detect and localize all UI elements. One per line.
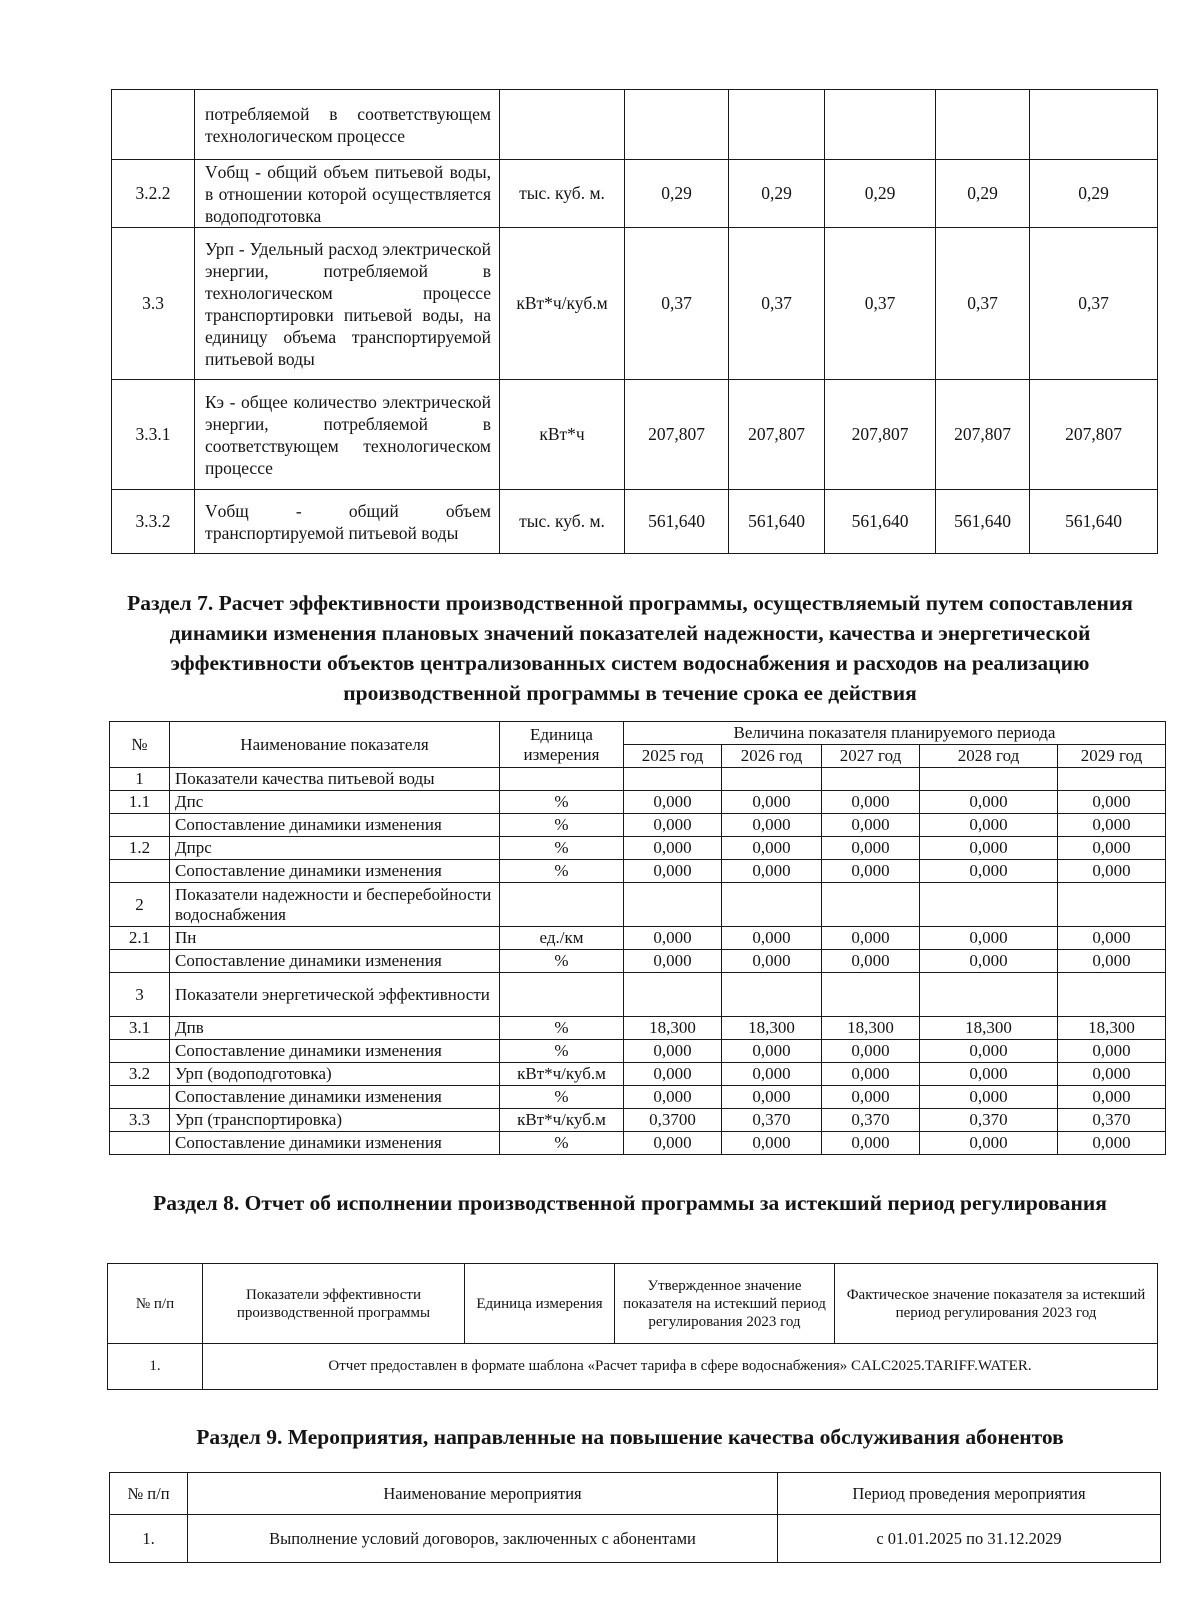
efficiency-table <box>109 721 1166 1155</box>
value-cell <box>920 768 1058 791</box>
section-9-title: Раздел 9. Мероприятия, направленные на повышение качества обслуживания абонентов <box>196 1425 1064 1449</box>
value-cell <box>624 768 722 791</box>
value-cell: 0,370 <box>822 1109 920 1132</box>
value-cell: 0,000 <box>1058 950 1166 973</box>
value-cell: 0,000 <box>920 837 1058 860</box>
measure-period: с 01.01.2025 по 31.12.2029 <box>778 1515 1161 1563</box>
value-cell: 0,000 <box>822 927 920 950</box>
value-cell: 561,640 <box>1030 490 1158 554</box>
value-cell: 0,000 <box>920 1063 1058 1086</box>
value-cell <box>1058 768 1166 791</box>
value-cell: 0,000 <box>722 1063 822 1086</box>
indicator-name: Сопоставление динамики изменения <box>170 814 500 837</box>
table-row <box>110 1109 1166 1132</box>
value-cell <box>822 768 920 791</box>
value-cell: 0,000 <box>1058 1132 1166 1155</box>
row-number: 3.1 <box>110 1017 170 1040</box>
header-period: Период проведения мероприятия <box>778 1473 1161 1515</box>
value-cell: 0,29 <box>936 160 1030 228</box>
value-cell: 0,000 <box>722 837 822 860</box>
header-actual: Фактическое значение показателя за истекший период регулирования 2023 год <box>835 1264 1158 1344</box>
service-measures-table <box>109 1472 1161 1563</box>
indicator-name: потребляемой в соответствующем технологическом процессе <box>195 90 500 160</box>
table-row <box>110 1017 1166 1040</box>
unit-cell: % <box>500 791 624 814</box>
value-cell: 0,000 <box>822 860 920 883</box>
value-cell: 0,000 <box>822 1063 920 1086</box>
value-cell: 0,000 <box>822 791 920 814</box>
value-cell: 0,37 <box>625 228 729 380</box>
header-num: № <box>110 722 170 768</box>
indicator-name: Vобщ - общий объем транспортируемой питьевой воды <box>195 490 500 554</box>
value-cell: 0,000 <box>920 791 1058 814</box>
value-cell: 0,000 <box>722 814 822 837</box>
value-cell <box>722 768 822 791</box>
value-cell: 0,000 <box>624 837 722 860</box>
value-cell: 0,000 <box>1058 1040 1166 1063</box>
unit-cell: ед./км <box>500 927 624 950</box>
value-cell: 0,29 <box>1030 160 1158 228</box>
value-cell: 18,300 <box>624 1017 722 1040</box>
value-cell <box>825 90 936 160</box>
unit-cell: % <box>500 860 624 883</box>
value-cell <box>1058 973 1166 1017</box>
value-cell: 0,000 <box>920 1040 1058 1063</box>
value-cell: 0,000 <box>1058 791 1166 814</box>
unit-cell: % <box>500 814 624 837</box>
unit-cell <box>500 90 625 160</box>
value-cell: 0,000 <box>624 1086 722 1109</box>
indicator-name: Сопоставление динамики изменения <box>170 860 500 883</box>
value-cell: 0,000 <box>920 860 1058 883</box>
table-row <box>112 160 1158 228</box>
value-cell: 18,300 <box>920 1017 1058 1040</box>
row-number: 2 <box>110 883 170 927</box>
table-row <box>112 490 1158 554</box>
unit-cell: % <box>500 1040 624 1063</box>
unit-cell: % <box>500 837 624 860</box>
table-row <box>110 973 1166 1017</box>
value-cell: 0,3700 <box>624 1109 722 1132</box>
value-cell <box>624 973 722 1017</box>
value-cell <box>936 90 1030 160</box>
value-cell: 207,807 <box>729 380 825 490</box>
indicator-name: Vобщ - общий объем питьевой воды, в отношении которой осуществляется водоподготовка <box>195 160 500 228</box>
value-cell <box>625 90 729 160</box>
value-cell: 207,807 <box>936 380 1030 490</box>
value-cell: 0,000 <box>624 927 722 950</box>
value-cell: 0,000 <box>822 1040 920 1063</box>
unit-cell: кВт*ч/куб.м <box>500 1063 624 1086</box>
unit-cell: % <box>500 1086 624 1109</box>
table-row <box>110 1086 1166 1109</box>
value-cell: 207,807 <box>625 380 729 490</box>
indicator-name: Дпрс <box>170 837 500 860</box>
value-cell: 0,37 <box>936 228 1030 380</box>
section-7-title: Раздел 7. Расчет эффективности производственной программы, осуществляемый путем сопоставления динамики изменения плановых значений показателей надежности, качества и энергетической эффективности объектов централизованных систем водоснабжения и расходов на реализацию производственной программы в течение срока ее действия <box>127 591 1133 705</box>
row-num: 1. <box>110 1515 188 1563</box>
value-cell: 207,807 <box>825 380 936 490</box>
table-row <box>110 927 1166 950</box>
row-number <box>110 950 170 973</box>
unit-cell: % <box>500 950 624 973</box>
unit-cell <box>500 768 624 791</box>
value-cell: 0,000 <box>722 791 822 814</box>
header-unit: Единица измерения <box>465 1264 615 1344</box>
value-cell: 0,000 <box>1058 1086 1166 1109</box>
value-cell: 0,29 <box>825 160 936 228</box>
value-cell: 0,37 <box>825 228 936 380</box>
indicator-name: Дпв <box>170 1017 500 1040</box>
value-cell: 0,000 <box>722 860 822 883</box>
indicator-name: Дпс <box>170 791 500 814</box>
header-name: Наименование показателя <box>170 722 500 768</box>
value-cell: 0,000 <box>822 950 920 973</box>
value-cell: 207,807 <box>1030 380 1158 490</box>
row-number: 3 <box>110 973 170 1017</box>
table-row <box>110 1063 1166 1086</box>
measure-name: Выполнение условий договоров, заключенных с абонентами <box>188 1515 778 1563</box>
value-cell <box>822 973 920 1017</box>
value-cell <box>1030 90 1158 160</box>
indicator-name: Пн <box>170 927 500 950</box>
value-cell <box>920 973 1058 1017</box>
header-unit: Единица измерения <box>500 722 624 768</box>
value-cell: 0,37 <box>729 228 825 380</box>
value-cell <box>722 883 822 927</box>
indicator-name: Показатели качества питьевой воды <box>170 768 500 791</box>
value-cell: 0,000 <box>1058 814 1166 837</box>
row-number <box>110 1132 170 1155</box>
row-number <box>110 814 170 837</box>
report-note: Отчет предоставлен в формате шаблона «Расчет тарифа в сфере водоснабжения» CALC2025.TARIFF.WATER. <box>203 1344 1158 1390</box>
unit-cell <box>500 883 624 927</box>
table-row <box>110 883 1166 927</box>
indicator-name: Урп (водоподготовка) <box>170 1063 500 1086</box>
value-cell: 0,000 <box>920 1132 1058 1155</box>
header-num: № п/п <box>110 1473 188 1515</box>
value-cell: 0,000 <box>920 814 1058 837</box>
section-8-title: Раздел 8. Отчет об исполнении производственной программы за истекший период регулирования <box>153 1191 1107 1215</box>
unit-cell <box>500 973 624 1017</box>
table-row <box>110 791 1166 814</box>
header-name: Показатели эффективности производственной программы <box>203 1264 465 1344</box>
value-cell: 0,000 <box>1058 837 1166 860</box>
unit-cell: тыс. куб. м. <box>500 160 625 228</box>
indicator-name: Урп - Удельный расход электрической энергии, потребляемой в технологическом процессе транспортировки питьевой воды, на единицу объема транспортируемой питьевой воды <box>195 228 500 380</box>
value-cell: 0,000 <box>624 1040 722 1063</box>
table-row <box>112 228 1158 380</box>
value-cell: 0,000 <box>722 1132 822 1155</box>
value-cell <box>822 883 920 927</box>
report-table <box>107 1263 1158 1390</box>
value-cell: 18,300 <box>822 1017 920 1040</box>
row-number: 3.3.2 <box>112 490 195 554</box>
row-number: 2.1 <box>110 927 170 950</box>
value-cell: 0,000 <box>1058 1063 1166 1086</box>
row-num: 1. <box>108 1344 203 1390</box>
unit-cell: % <box>500 1017 624 1040</box>
indicator-name: Сопоставление динамики изменения <box>170 950 500 973</box>
table-row <box>112 380 1158 490</box>
table-row <box>110 950 1166 973</box>
indicator-name: Показатели надежности и бесперебойности водоснабжения <box>170 883 500 927</box>
table-row <box>110 768 1166 791</box>
table-row <box>110 1132 1166 1155</box>
value-cell: 561,640 <box>825 490 936 554</box>
value-cell: 0,000 <box>1058 860 1166 883</box>
indicator-name: Сопоставление динамики изменения <box>170 1132 500 1155</box>
value-cell: 0,000 <box>822 814 920 837</box>
value-cell: 0,000 <box>920 950 1058 973</box>
value-cell: 0,29 <box>625 160 729 228</box>
value-cell: 561,640 <box>625 490 729 554</box>
value-cell: 0,000 <box>722 927 822 950</box>
table-row <box>110 1040 1166 1063</box>
row-number <box>110 1040 170 1063</box>
value-cell: 0,000 <box>722 950 822 973</box>
table-row <box>112 90 1158 160</box>
unit-cell: кВт*ч <box>500 380 625 490</box>
value-cell: 0,000 <box>822 1086 920 1109</box>
header-year: 2029 год <box>1058 745 1166 768</box>
value-cell <box>729 90 825 160</box>
value-cell <box>624 883 722 927</box>
indicators-continuation-table <box>111 89 1158 554</box>
row-number <box>112 90 195 160</box>
row-number: 1.2 <box>110 837 170 860</box>
table-row <box>110 837 1166 860</box>
indicator-name: Сопоставление динамики изменения <box>170 1086 500 1109</box>
unit-cell: тыс. куб. м. <box>500 490 625 554</box>
header-year: 2028 год <box>920 745 1058 768</box>
header-approved: Утвержденное значение показателя на истекший период регулирования 2023 год <box>615 1264 835 1344</box>
value-cell: 0,000 <box>624 1132 722 1155</box>
row-number: 3.3 <box>112 228 195 380</box>
row-number: 3.3.1 <box>112 380 195 490</box>
value-cell: 0,000 <box>1058 927 1166 950</box>
header-name: Наименование мероприятия <box>188 1473 778 1515</box>
value-cell: 0,000 <box>822 1132 920 1155</box>
value-cell: 0,000 <box>624 1063 722 1086</box>
header-period: Величина показателя планируемого периода <box>624 722 1166 745</box>
header-year: 2025 год <box>624 745 722 768</box>
row-number <box>110 1086 170 1109</box>
value-cell <box>920 883 1058 927</box>
value-cell: 0,37 <box>1030 228 1158 380</box>
value-cell: 0,370 <box>920 1109 1058 1132</box>
value-cell: 0,000 <box>624 860 722 883</box>
row-number: 3.3 <box>110 1109 170 1132</box>
header-num: № п/п <box>108 1264 203 1344</box>
row-number: 3.2 <box>110 1063 170 1086</box>
table-row <box>110 860 1166 883</box>
row-number: 1.1 <box>110 791 170 814</box>
indicator-name: Показатели энергетической эффективности <box>170 973 500 1017</box>
value-cell: 0,000 <box>624 791 722 814</box>
value-cell <box>1058 883 1166 927</box>
value-cell: 0,000 <box>822 837 920 860</box>
indicator-name: Кэ - общее количество электрической энергии, потребляемой в соответствующем технологическом процессе <box>195 380 500 490</box>
table-row <box>110 814 1166 837</box>
unit-cell: кВт*ч/куб.м <box>500 228 625 380</box>
row-number <box>110 860 170 883</box>
value-cell: 0,000 <box>722 1040 822 1063</box>
value-cell: 561,640 <box>729 490 825 554</box>
value-cell: 18,300 <box>1058 1017 1166 1040</box>
value-cell: 0,370 <box>1058 1109 1166 1132</box>
indicator-name: Сопоставление динамики изменения <box>170 1040 500 1063</box>
value-cell: 0,000 <box>722 1086 822 1109</box>
value-cell: 0,29 <box>729 160 825 228</box>
unit-cell: кВт*ч/куб.м <box>500 1109 624 1132</box>
row-number: 3.2.2 <box>112 160 195 228</box>
value-cell: 0,000 <box>624 814 722 837</box>
value-cell <box>722 973 822 1017</box>
value-cell: 0,370 <box>722 1109 822 1132</box>
header-year: 2027 год <box>822 745 920 768</box>
unit-cell: % <box>500 1132 624 1155</box>
header-year: 2026 год <box>722 745 822 768</box>
row-number: 1 <box>110 768 170 791</box>
value-cell: 0,000 <box>624 950 722 973</box>
value-cell: 18,300 <box>722 1017 822 1040</box>
value-cell: 561,640 <box>936 490 1030 554</box>
value-cell: 0,000 <box>920 927 1058 950</box>
indicator-name: Урп (транспортировка) <box>170 1109 500 1132</box>
value-cell: 0,000 <box>920 1086 1058 1109</box>
